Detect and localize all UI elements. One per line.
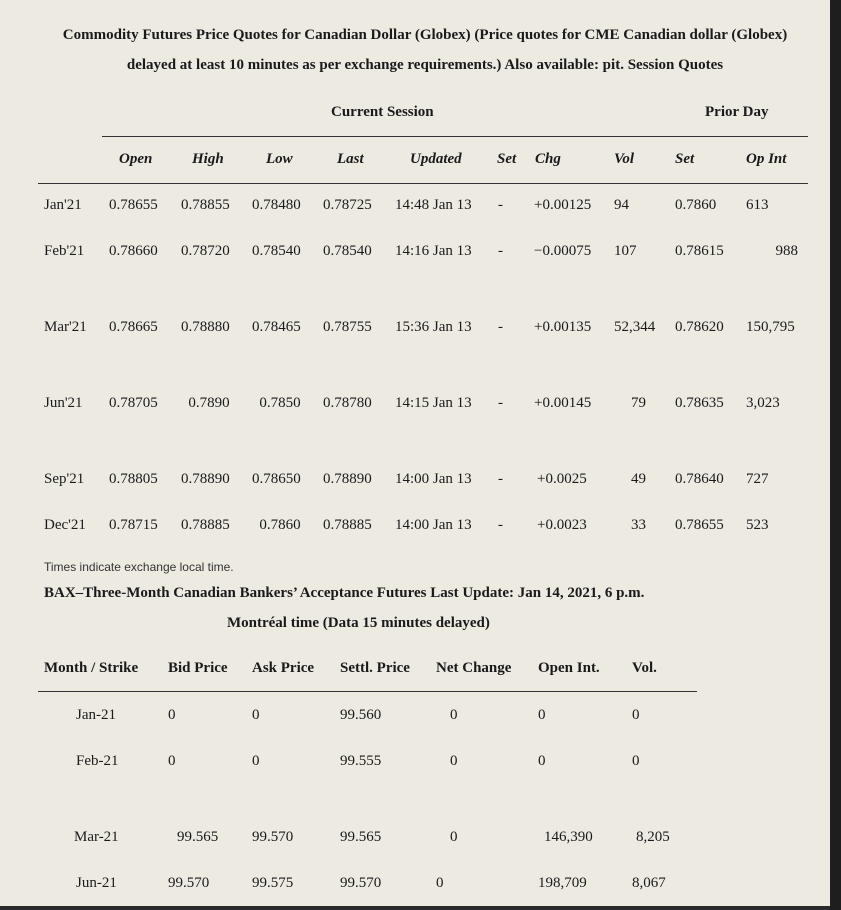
cell-prior-set: 0.78620 — [675, 319, 724, 335]
cell-set: - — [498, 471, 503, 487]
cell-vol: 107 — [614, 243, 637, 259]
cell-high: 0.78885 — [181, 517, 230, 533]
col-header-chg: Chg — [535, 151, 561, 167]
cell-high: 0.78880 — [181, 319, 230, 335]
cell-low: 0.78540 — [252, 243, 301, 259]
cell-low: 0.78480 — [252, 197, 301, 213]
cell-set: - — [498, 319, 503, 335]
bax-cell-open-int: 146,390 — [544, 829, 593, 845]
cell-last: 0.78755 — [323, 319, 372, 335]
column-header-rule — [38, 183, 808, 184]
bax-cell-bid: 0 — [168, 753, 176, 769]
group-header-rule — [102, 136, 808, 137]
bax-cell-vol: 0 — [632, 753, 640, 769]
bax-cell-settl: 99.570 — [340, 875, 382, 891]
bax-col-header-settl: Settl. Price — [340, 660, 410, 676]
bax-cell-vol: 8,067 — [632, 875, 666, 891]
col-header-high: High — [192, 151, 224, 167]
cell-open: 0.78660 — [109, 243, 158, 259]
cell-month: Mar'21 — [44, 319, 87, 335]
bax-cell-settl: 99.560 — [340, 707, 382, 723]
col-header-vol: Vol — [614, 151, 635, 167]
cell-prior-set: 0.78615 — [675, 243, 724, 259]
bax-cell-bid: 99.565 — [177, 829, 219, 845]
cell-set: - — [498, 395, 503, 411]
bax-col-header-vol: Vol. — [632, 660, 657, 676]
cell-open: 0.78715 — [109, 517, 158, 533]
col-header-updated: Updated — [410, 151, 462, 167]
cell-op-int: 523 — [746, 517, 769, 533]
cell-prior-set: 0.78635 — [675, 395, 724, 411]
cell-updated: 14:00 Jan 13 — [395, 517, 472, 533]
cell-low: 0.78465 — [252, 319, 301, 335]
bax-cell-open-int: 0 — [538, 753, 546, 769]
cell-updated: 14:00 Jan 13 — [395, 471, 472, 487]
col-header-op-int: Op Int — [746, 151, 787, 167]
cell-month: Sep'21 — [44, 471, 85, 487]
cell-op-int: 3,023 — [746, 395, 780, 411]
cell-vol: 49 — [631, 471, 646, 487]
cell-open: 0.78705 — [109, 395, 158, 411]
cell-op-int: 988 — [775, 243, 798, 259]
bax-cell-month: Mar-21 — [74, 829, 119, 845]
bax-cell-vol: 8,205 — [636, 829, 670, 845]
group-header-current-session: Current Session — [331, 104, 434, 120]
cell-chg: +0.00145 — [534, 395, 592, 411]
cell-chg: +0.0025 — [537, 471, 587, 487]
col-header-last: Last — [337, 151, 364, 167]
cell-last: 0.78725 — [323, 197, 372, 213]
cell-prior-set: 0.78640 — [675, 471, 724, 487]
cell-chg: +0.00135 — [534, 319, 592, 335]
bax-cell-ask: 0 — [252, 753, 260, 769]
cell-updated: 15:36 Jan 13 — [395, 319, 472, 335]
cell-low: 0.7860 — [259, 517, 301, 533]
group-header-prior-day: Prior Day — [705, 104, 769, 120]
cell-high: 0.78890 — [181, 471, 230, 487]
cell-op-int: 613 — [746, 197, 769, 213]
bax-cell-net: 0 — [436, 875, 444, 891]
cell-chg: +0.00125 — [534, 197, 592, 213]
page-title: Commodity Futures Price Quotes for Canadian Dollar (Globex) (Price quotes for CME Canadian dollar (Globex) delayed at least 10 minutes as per exchange requirements.) Also available: pit. Session Quotes — [62, 27, 788, 73]
bax-cell-settl: 99.555 — [340, 753, 382, 769]
bax-cell-ask: 0 — [252, 707, 260, 723]
cell-open: 0.78655 — [109, 197, 158, 213]
cell-last: 0.78890 — [323, 471, 372, 487]
bax-cell-ask: 99.570 — [252, 829, 294, 845]
cell-vol: 94 — [614, 197, 629, 213]
cell-last: 0.78885 — [323, 517, 372, 533]
bax-cell-month: Jun-21 — [76, 875, 117, 891]
bax-cell-open-int: 198,709 — [538, 875, 587, 891]
cell-op-int: 150,795 — [746, 319, 795, 335]
cell-high: 0.7890 — [188, 395, 230, 411]
cell-low: 0.78650 — [252, 471, 301, 487]
cell-vol: 33 — [631, 517, 646, 533]
bax-title-line2: Montréal time (Data 15 minutes delayed) — [227, 615, 490, 631]
bax-cell-settl: 99.565 — [340, 829, 382, 845]
cell-updated: 14:48 Jan 13 — [395, 197, 472, 213]
bax-header-rule — [38, 691, 697, 692]
bax-cell-ask: 99.575 — [252, 875, 294, 891]
cell-last: 0.78780 — [323, 395, 372, 411]
bax-col-header-bid: Bid Price — [168, 660, 228, 676]
cell-updated: 14:15 Jan 13 — [395, 395, 472, 411]
bax-cell-month: Jan-21 — [76, 707, 116, 723]
bottom-edge — [0, 906, 830, 910]
cell-open: 0.78665 — [109, 319, 158, 335]
bax-cell-vol: 0 — [632, 707, 640, 723]
bax-cell-net: 0 — [450, 753, 458, 769]
cell-prior-set: 0.78655 — [675, 517, 724, 533]
bax-title — [44, 578, 744, 638]
cell-vol: 52,344 — [614, 319, 656, 335]
cell-open: 0.78805 — [109, 471, 158, 487]
cell-month: Dec'21 — [44, 517, 86, 533]
col-header-set: Set — [497, 151, 517, 167]
bax-col-header-net: Net Change — [436, 660, 512, 676]
window-edge — [830, 0, 841, 910]
bax-col-header-open-int: Open Int. — [538, 660, 600, 676]
col-header-prior-set: Set — [675, 151, 695, 167]
cell-month: Jan'21 — [44, 197, 82, 213]
bax-cell-bid: 0 — [168, 707, 176, 723]
cell-set: - — [498, 197, 503, 213]
cell-month: Feb'21 — [44, 243, 85, 259]
cell-op-int: 727 — [746, 471, 769, 487]
bax-cell-open-int: 0 — [538, 707, 546, 723]
cell-chg: +0.0023 — [537, 517, 587, 533]
cell-vol: 79 — [631, 395, 646, 411]
cell-high: 0.78720 — [181, 243, 230, 259]
cell-low: 0.7850 — [259, 395, 301, 411]
col-header-open: Open — [119, 151, 153, 167]
bax-cell-net: 0 — [450, 707, 458, 723]
cell-updated: 14:16 Jan 13 — [395, 243, 472, 259]
cell-set: - — [498, 517, 503, 533]
cell-last: 0.78540 — [323, 243, 372, 259]
bax-col-header-month: Month / Strike — [44, 660, 139, 676]
bax-col-header-ask: Ask Price — [252, 660, 315, 676]
bax-cell-bid: 99.570 — [168, 875, 210, 891]
col-header-low: Low — [266, 151, 293, 167]
bax-title-line1: BAX–Three-Month Canadian Bankers’ Acceptance Futures Last Update: Jan 14, 2021, 6 p.m. — [44, 585, 645, 601]
cell-chg: −0.00075 — [534, 243, 592, 259]
cell-prior-set: 0.7860 — [675, 197, 717, 213]
bax-cell-month: Feb-21 — [76, 753, 119, 769]
cell-high: 0.78855 — [181, 197, 230, 213]
timezone-note: Times indicate exchange local time. — [44, 560, 234, 574]
bax-cell-net: 0 — [450, 829, 458, 845]
cell-set: - — [498, 243, 503, 259]
cell-month: Jun'21 — [44, 395, 83, 411]
